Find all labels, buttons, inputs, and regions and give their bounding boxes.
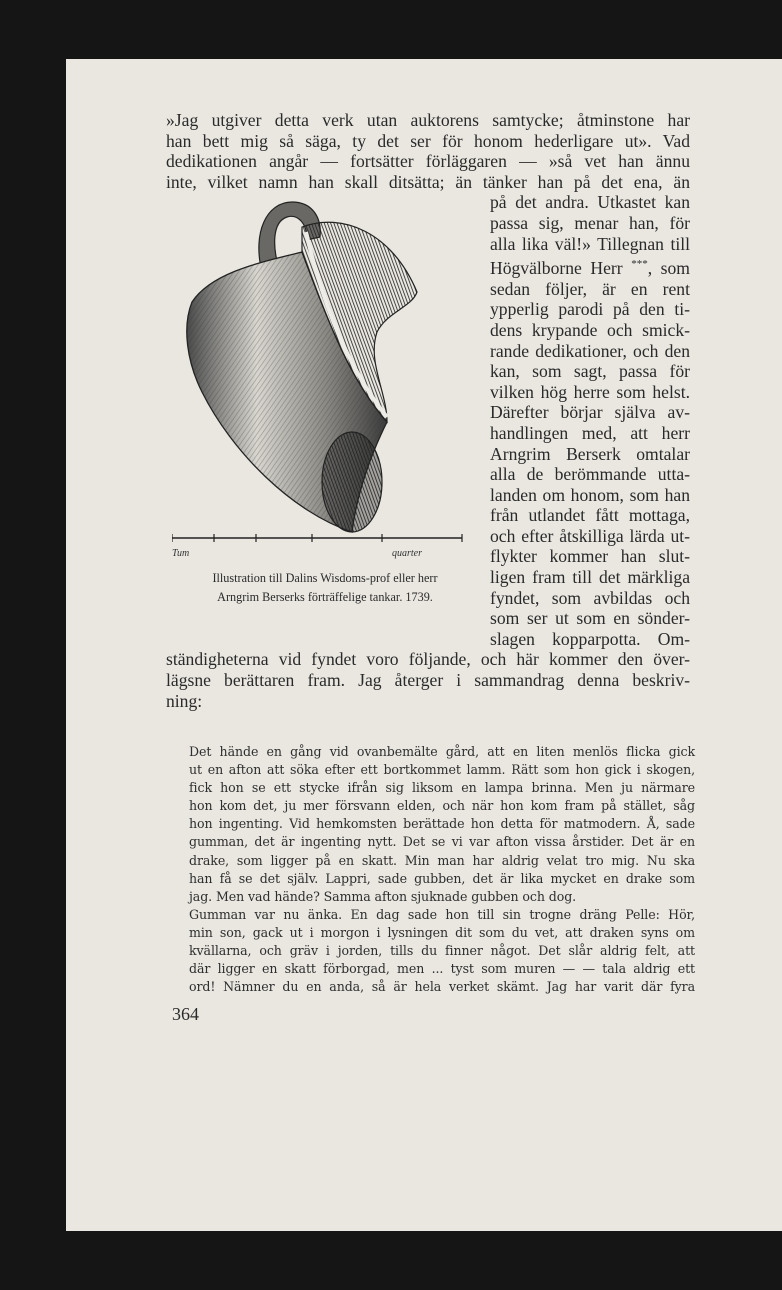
quote-line: hon ingenting. Vid hemkomsten berättade hon detta för matmodern. Å, sade — [189, 816, 695, 832]
herr-stars: *** — [631, 258, 648, 271]
text-line: som ser ut som en sönder- — [490, 608, 690, 629]
copper-pot-engraving — [172, 192, 472, 544]
text-line: slagen kopparpotta. Om- — [490, 628, 690, 649]
text-line: alla de berömmande utta- — [490, 464, 690, 485]
page-number: 364 — [172, 1004, 199, 1024]
main-text-block — [166, 110, 690, 711]
text-line: inte, vilket namn han skall ditsätta; än tänker han på det ena, än — [166, 171, 690, 192]
text-line: passa sig, menar han, för — [490, 212, 690, 233]
text-line: på det andra. Utkastet kan — [490, 192, 690, 213]
quote-line: Det hände en gång vid ovanbemälte gård, att en liten menlös flicka gick — [189, 744, 695, 759]
text-line: vilken hög herre som helst. — [490, 381, 690, 402]
quote-line: hon kom det, ju mer försvann elden, och när hon kom fram på stället, såg — [189, 798, 695, 814]
text-line: alla lika väl!» Tillegnan till — [490, 233, 690, 254]
quote-line: där ligger en skatt förborgad, men ... tyst som muren — — tala aldrig ett — [189, 961, 695, 977]
quote-line: kvällarna, och gräv i jorden, tills du finner något. Det slår aldrig felt, att — [189, 943, 695, 959]
text-line: handlingen med, att herr — [490, 422, 690, 443]
text-line: kan, som sagt, passa för — [490, 361, 690, 382]
text-line: flykter kommer han slut- — [490, 546, 690, 567]
text-line: ligen fram till det märkliga — [490, 567, 690, 588]
text-line: ypperlig parodi på den ti- — [490, 299, 690, 320]
quoted-passage — [189, 743, 695, 996]
text-line: sedan följer, är en rent — [490, 278, 690, 299]
herr-title: Högvälborne Herr — [490, 258, 623, 279]
caption-line: Illustration till Dalins Wisdoms-prof eller herr — [212, 571, 438, 586]
text-line: han bett mig så säga, ty det ser för honom hederligare ut». Vad — [166, 130, 690, 151]
quote-line: min son, gack ut i morgon i lysningen dit som du vet, att draken syns om — [189, 924, 695, 940]
quote-line: gumman, det är ingenting nytt. Det se vi var afton vissa årstider. Det är en — [189, 834, 695, 850]
text-line: och efter åtskilliga lärda ut- — [490, 525, 690, 546]
text-line: lägsne berättaren fram. Jag återger i sammandrag denna beskriv- — [166, 670, 690, 691]
text-line: dedikationen angår — fortsätter förläggaren — »så vet han ännu — [166, 151, 690, 172]
quote-line: drake, som ligger på en skatt. Min man har aldrig velat tro mig. Nu ska — [189, 852, 695, 868]
text-line: ständigheterna vid fyndet voro följande, och här kommer den över- — [166, 649, 690, 670]
text-line: fyndet, som avbildas och — [490, 587, 690, 608]
quote-line: jag. Men vad hände? Samma afton sjuknade gubben och dog. — [189, 888, 577, 904]
scale-label-quarter: quarter — [392, 548, 422, 560]
quote-line: ut en afton att söka efter ett bortkommet lamm. Rätt som hon gick i skogen, — [189, 762, 695, 778]
text-line: rande dedikationer, och den — [490, 340, 690, 361]
text-line: Arngrim Berserk omtalar — [490, 443, 690, 464]
text-line: från utlandet fått mottaga, — [490, 505, 690, 526]
quote-line: fick hon se ett stycke ifrån sig liksom en lampa brinna. Men ju närmare — [189, 780, 695, 796]
figure-caption — [166, 569, 484, 607]
text-line: »Jag utgiver detta verk utan auktorens samtycke; åtminstone har — [166, 110, 690, 130]
caption-line: Arngrim Berserks förträffelige tankar. 1739. — [217, 590, 433, 605]
quote-line: han få se det själv. Lappri, sade gubben, det är lika mycket en drake som — [189, 870, 695, 886]
text-line: Därefter börjar själva av- — [490, 402, 690, 423]
scale-label-tum: Tum — [172, 548, 190, 560]
quote-line: Gumman var nu änka. En dag sade hon till sin trogne dräng Pelle: Hör, — [189, 906, 695, 922]
text-line: dens krypande och smick- — [490, 319, 690, 340]
pot-illustration — [166, 192, 484, 644]
text-line: landen om honom, som han — [490, 484, 690, 505]
quote-line: ord! Nämner du en anda, så är hela verket skämt. Jag har varit där fyra — [189, 979, 695, 995]
herr-suffix: , som — [647, 258, 690, 279]
text-line: ning: — [166, 690, 203, 711]
